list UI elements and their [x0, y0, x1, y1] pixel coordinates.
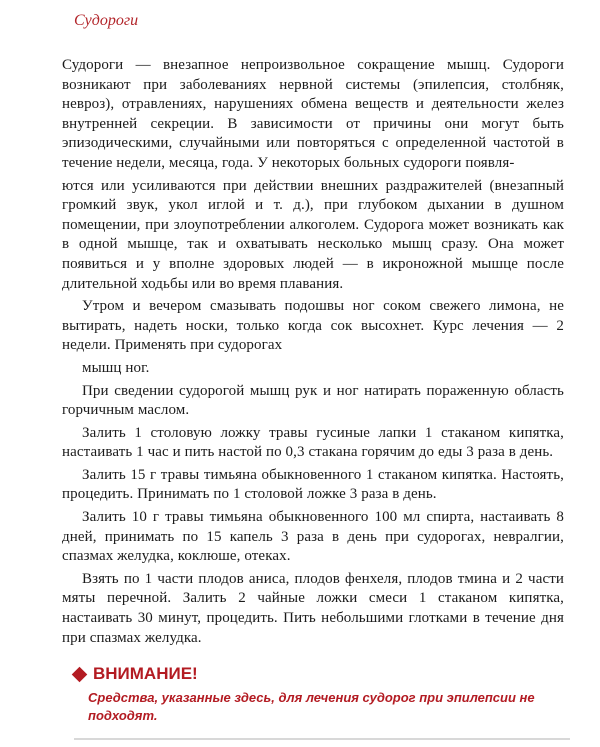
article-body — [62, 56, 564, 651]
paragraph-remedy-thyme-water: Залить 15 г травы тимьяна обыкновенного 1 стаканом кипятка. Настоять, процедить. Принимать по 1 столовой ложке 3 раза в день. — [62, 466, 564, 503]
paragraph-intro: Судороги — внезапное непроизвольное сокращение мышц. Судороги возникают при заболеваниях нервной системы (эпилепсия, столбняк, невроз), отравлениях, нарушениях обмена веществ и деятельности желез внутренней секреции. В зависимости от причины они могут быть эпизодическими, случайными или повторяться с определенной частотой в течение недели, месяца, года. У некоторых больных судороги появля- — [62, 57, 564, 171]
paragraph-remedy-lemon: Утром и вечером смазывать подошвы ног соком свежего лимона, не вытирать, надеть носки, только когда сок высохнет. Курс лечения — 2 недели. Применять при судорогах — [62, 298, 564, 354]
paragraph-remedy-goosefoot: Залить 1 столовую ложку травы гусиные лапки 1 стаканом кипятка, настаивать 1 час и пить настой по 0,3 стакана горячим до еды 3 раза в день. — [62, 424, 564, 461]
warning-diamond-icon — [72, 666, 88, 682]
warning-header — [70, 664, 198, 684]
paragraph-remedy-lemon-tail: мышц ног. — [82, 359, 150, 376]
paragraph-remedy-mustard: При сведении судорогой мышц рук и ног натирать пораженную область горчичным маслом. — [62, 382, 564, 419]
page-title: Судороги — [74, 12, 139, 29]
paragraph-continuation: ются или усиливаются при действии внешних раздражителей (внезапный громкий звук, укол иглой и т. д.), при глубоком дыхании в душном помещении, при злоупотреблении алкоголем. Судорога может возникать как в одной мышце, так и охватывать несколько мышц сразу. Она может появиться и у вполне здоровых людей — в икроножной мышце после длительной ходьбы или во время плавания. — [62, 177, 564, 292]
bottom-divider — [74, 738, 570, 740]
warning-note: Средства, указанные здесь, для лечения судорог при эпилепсии не подходят. — [88, 690, 535, 723]
paragraph-remedy-anise-mix: Взять по 1 части плодов аниса, плодов фенхеля, плодов тмина и 2 части мяты перечной. Залить 2 чайные ложки смеси 1 стаканом кипятка, настаивать 30 минут, процедить. Пить небольшими глотками в течение дня при спазмах желудка. — [62, 570, 564, 646]
paragraph-remedy-thyme-spirit: Залить 10 г травы тимьяна обыкновенного 100 мл спирта, настаивать 8 дней, принимать по 15 капель 3 раза в день при судорогах, невралгии, спазмах желудка, коклюше, отеках. — [62, 509, 564, 565]
warning-label: ВНИМАНИЕ! — [93, 664, 198, 683]
